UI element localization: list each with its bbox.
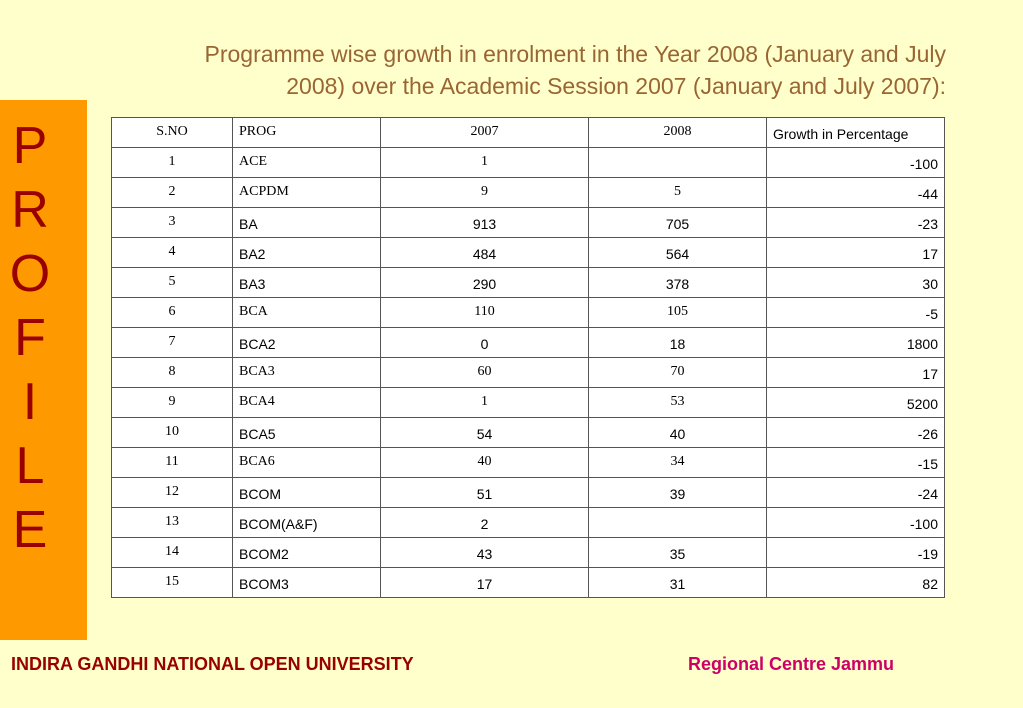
header-growth: Growth in Percentage: [767, 118, 945, 148]
cell-2007: 9: [381, 178, 589, 208]
cell-prog: BA2: [233, 238, 381, 268]
header-2008: 2008: [589, 118, 767, 148]
profile-letter: I: [22, 373, 38, 431]
cell-2008: 39: [589, 478, 767, 508]
university-name: INDIRA GANDHI NATIONAL OPEN UNIVERSITY: [11, 654, 414, 674]
slide-title: [90, 38, 946, 102]
cell-2007: 1: [381, 388, 589, 418]
cell-2008: [589, 508, 767, 538]
profile-letter: P: [12, 117, 48, 175]
title-line-1: Programme wise growth in enrolment in the Year 2008 (January and July: [204, 41, 946, 67]
cell-sno: 3: [112, 208, 233, 238]
cell-sno: 15: [112, 568, 233, 598]
cell-growth: 1800: [767, 328, 945, 358]
cell-2008: 18: [589, 328, 767, 358]
header-prog: PROG: [233, 118, 381, 148]
cell-prog: BCOM(A&F): [233, 508, 381, 538]
cell-2007: 43: [381, 538, 589, 568]
cell-2007: 1: [381, 148, 589, 178]
header-2007: 2007: [381, 118, 589, 148]
cell-2007: 110: [381, 298, 589, 328]
cell-2007: 0: [381, 328, 589, 358]
cell-prog: BCA5: [233, 418, 381, 448]
table-row: [112, 478, 945, 508]
cell-growth: -5: [767, 298, 945, 328]
title-line-2: 2008) over the Academic Session 2007 (January and July 2007):: [286, 73, 946, 99]
cell-2007: 40: [381, 448, 589, 478]
cell-growth: -44: [767, 178, 945, 208]
cell-prog: BCOM2: [233, 538, 381, 568]
cell-growth: -19: [767, 538, 945, 568]
cell-2007: 484: [381, 238, 589, 268]
cell-2008: 40: [589, 418, 767, 448]
cell-sno: 13: [112, 508, 233, 538]
cell-2008: 53: [589, 388, 767, 418]
cell-growth: 82: [767, 568, 945, 598]
cell-sno: 11: [112, 448, 233, 478]
regional-centre-name: Regional Centre Jammu: [688, 654, 895, 674]
cell-prog: BCA2: [233, 328, 381, 358]
table-row: [112, 448, 945, 478]
table-row: [112, 388, 945, 418]
profile-vertical-label: [0, 114, 60, 562]
cell-prog: BCOM: [233, 478, 381, 508]
cell-sno: 4: [112, 238, 233, 268]
table-row: [112, 268, 945, 298]
cell-2008: 34: [589, 448, 767, 478]
cell-2007: 290: [381, 268, 589, 298]
cell-growth: -24: [767, 478, 945, 508]
cell-sno: 10: [112, 418, 233, 448]
cell-prog: BA: [233, 208, 381, 238]
table-row: [112, 508, 945, 538]
cell-prog: BA3: [233, 268, 381, 298]
cell-sno: 8: [112, 358, 233, 388]
cell-growth: -100: [767, 508, 945, 538]
cell-prog: ACPDM: [233, 178, 381, 208]
profile-letter: O: [9, 245, 51, 303]
cell-2008: [589, 148, 767, 178]
cell-2008: 378: [589, 268, 767, 298]
profile-letter: R: [11, 181, 49, 239]
table-row: [112, 418, 945, 448]
cell-sno: 1: [112, 148, 233, 178]
cell-2008: 705: [589, 208, 767, 238]
cell-2007: 2: [381, 508, 589, 538]
table-row: [112, 568, 945, 598]
cell-growth: -23: [767, 208, 945, 238]
table-row: [112, 358, 945, 388]
cell-growth: 17: [767, 358, 945, 388]
table-row: [112, 328, 945, 358]
cell-sno: 5: [112, 268, 233, 298]
cell-prog: BCA3: [233, 358, 381, 388]
cell-sno: 14: [112, 538, 233, 568]
header-sno: S.NO: [112, 118, 233, 148]
cell-2008: 70: [589, 358, 767, 388]
profile-letter: F: [14, 309, 46, 367]
cell-sno: 6: [112, 298, 233, 328]
cell-growth: -26: [767, 418, 945, 448]
cell-growth: 17: [767, 238, 945, 268]
enrolment-table: [111, 117, 945, 598]
cell-2007: 51: [381, 478, 589, 508]
cell-prog: BCA4: [233, 388, 381, 418]
profile-letter: E: [12, 501, 48, 559]
cell-2007: 60: [381, 358, 589, 388]
table-row: [112, 148, 945, 178]
enrolment-table-body: [112, 118, 945, 598]
cell-2007: 913: [381, 208, 589, 238]
cell-growth: -15: [767, 448, 945, 478]
cell-2007: 54: [381, 418, 589, 448]
cell-sno: 2: [112, 178, 233, 208]
table-row: [112, 238, 945, 268]
cell-sno: 9: [112, 388, 233, 418]
cell-prog: BCOM3: [233, 568, 381, 598]
cell-2008: 564: [589, 238, 767, 268]
cell-growth: 30: [767, 268, 945, 298]
table-row: [112, 538, 945, 568]
table-row: [112, 298, 945, 328]
cell-sno: 7: [112, 328, 233, 358]
table-row: [112, 178, 945, 208]
table-row: [112, 208, 945, 238]
cell-sno: 12: [112, 478, 233, 508]
cell-2008: 105: [589, 298, 767, 328]
cell-growth: 5200: [767, 388, 945, 418]
table-header-row: [112, 118, 945, 148]
cell-2008: 31: [589, 568, 767, 598]
profile-letter: L: [15, 437, 45, 495]
cell-2008: 35: [589, 538, 767, 568]
cell-prog: BCA6: [233, 448, 381, 478]
cell-prog: BCA: [233, 298, 381, 328]
cell-growth: -100: [767, 148, 945, 178]
cell-prog: ACE: [233, 148, 381, 178]
cell-2008: 5: [589, 178, 767, 208]
cell-2007: 17: [381, 568, 589, 598]
